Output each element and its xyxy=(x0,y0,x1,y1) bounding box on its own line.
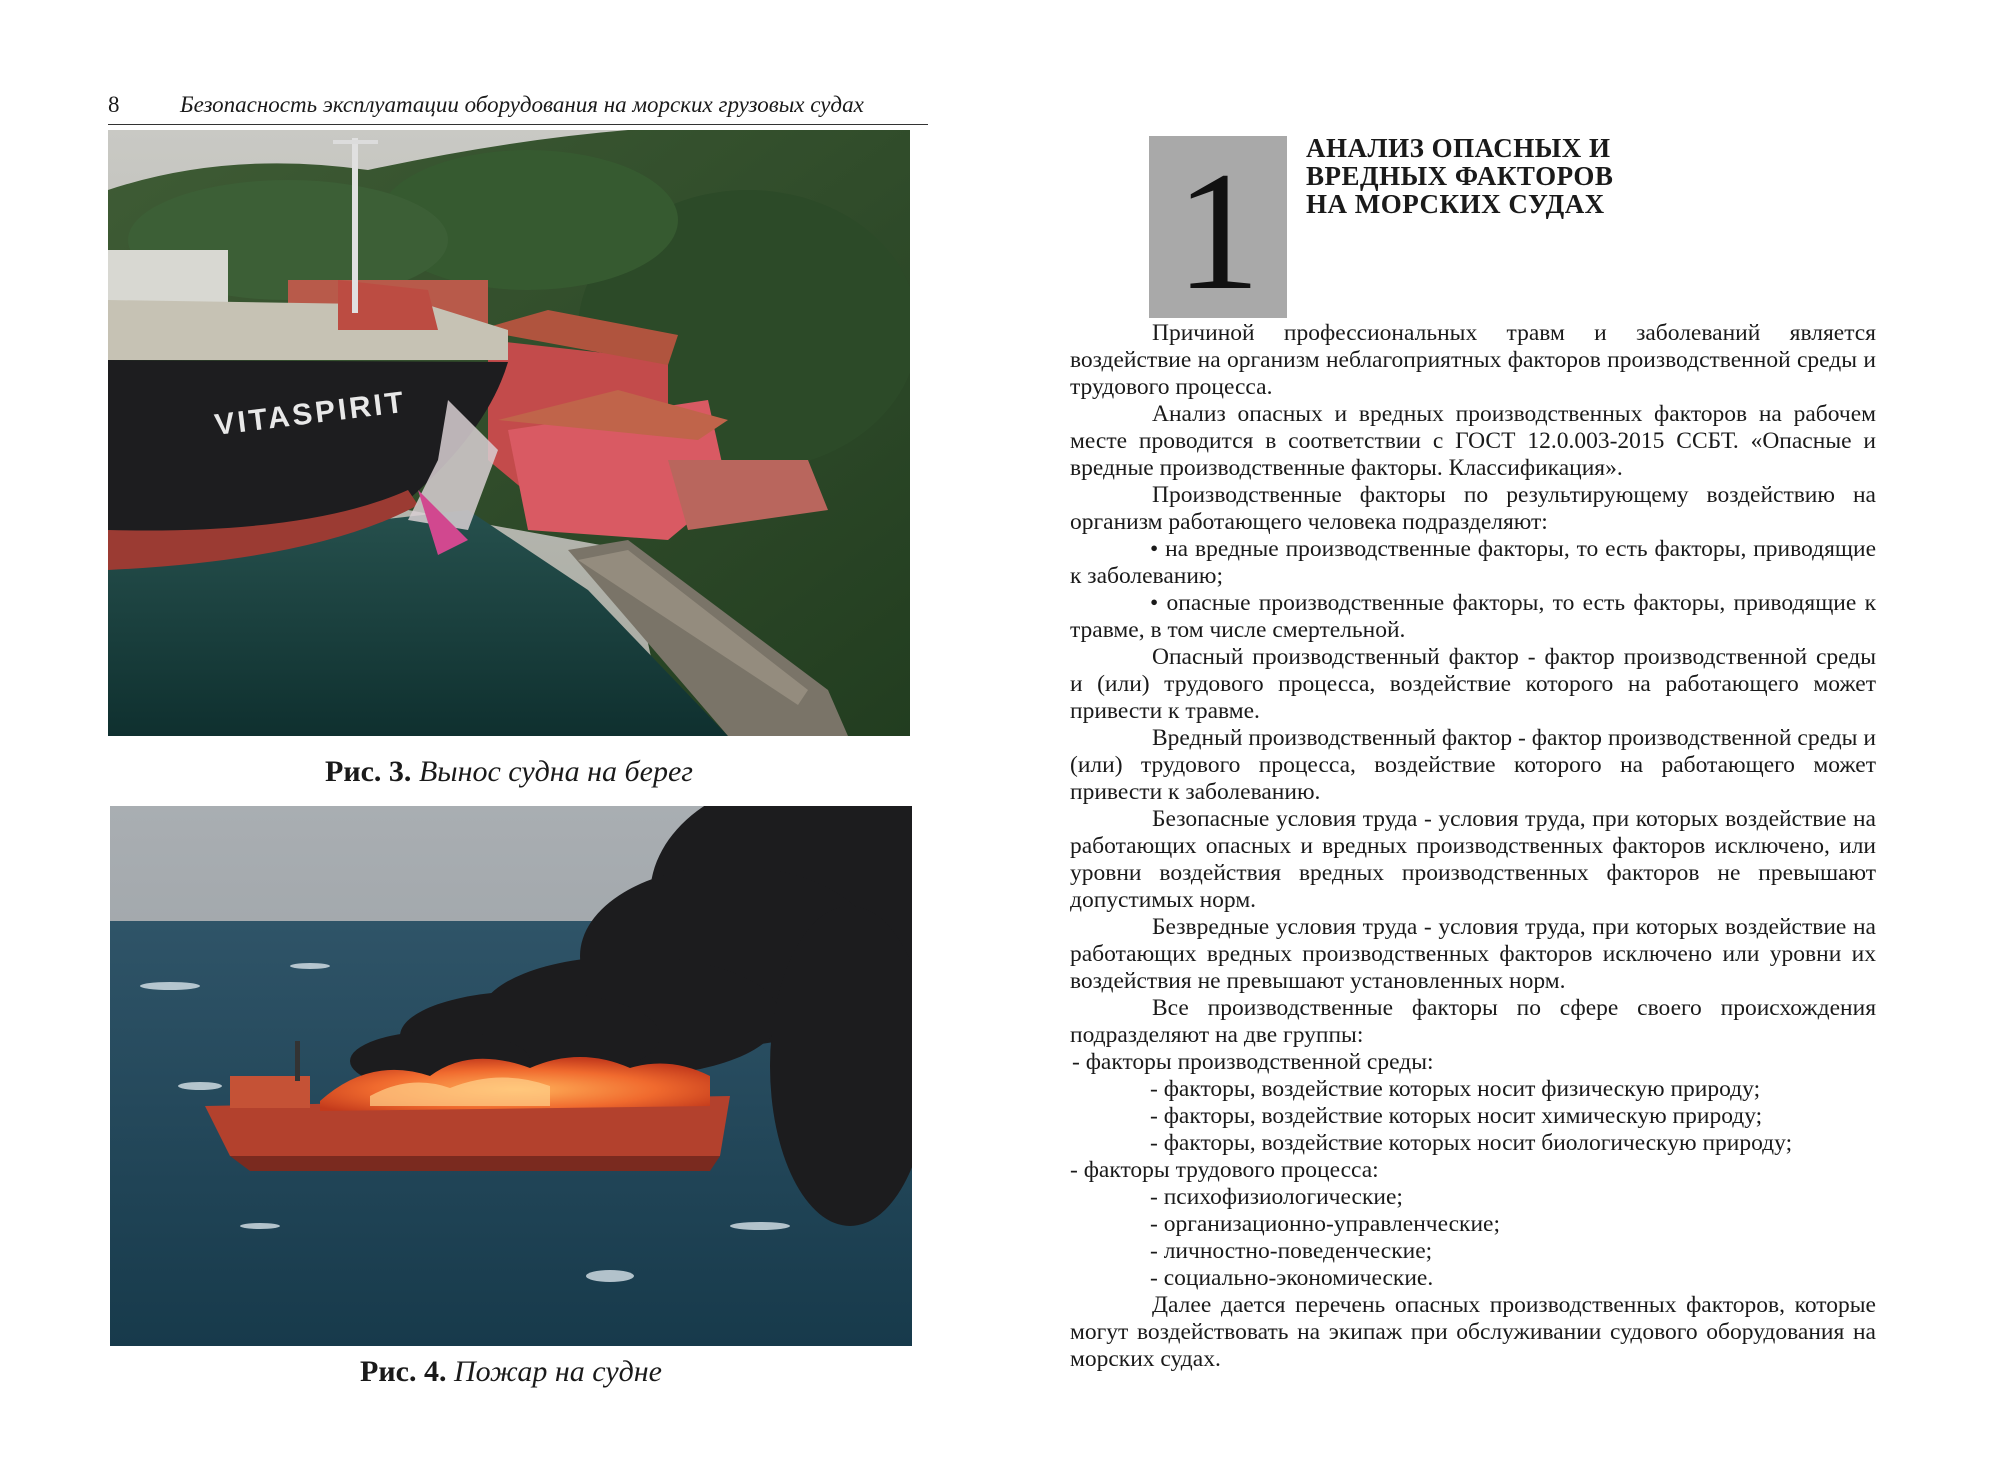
figure-4-label: Рис. 4. xyxy=(360,1355,447,1388)
group-heading: - факторы производственной среды: xyxy=(1072,1049,1434,1075)
figure-4-photo xyxy=(110,806,912,1346)
figure-4-caption xyxy=(110,1354,912,1390)
list-item: - социально-экономические. xyxy=(1150,1265,1434,1291)
figure-3-caption xyxy=(108,754,910,790)
chapter-title-line: АНАЛИЗ ОПАСНЫХ И xyxy=(1306,133,1611,163)
paragraph: Все производственные факторы по сфере своего происхождения подразделяют на две группы: xyxy=(1070,995,1876,1048)
figure-3-label: Рис. 3. xyxy=(325,755,412,788)
figure-3-caption-text: Вынос судна на берег xyxy=(418,755,693,788)
chapter-title xyxy=(1306,134,1726,218)
chapter-title-line: ВРЕДНЫХ ФАКТОРОВ xyxy=(1306,161,1614,191)
chapter-number-box xyxy=(1149,136,1287,325)
chapter-number: 1 xyxy=(1175,137,1261,325)
paragraph: Причиной профессиональных травм и заболеваний является воздействие на организм неблагоприятных факторов производственной среды и трудового процесса. xyxy=(1070,320,1876,400)
group-heading: - факторы трудового процесса: xyxy=(1070,1157,1379,1183)
list-item: - личностно-поведенческие; xyxy=(1150,1238,1433,1264)
ship-name-text: VITASPIRIT xyxy=(212,385,409,442)
paragraph: Производственные факторы по результирующему воздействию на организм работающего человека подразделяют: xyxy=(1070,482,1876,535)
list-item: - психофизиологические; xyxy=(1150,1184,1403,1210)
paragraph: Опасный производственный фактор - фактор производственной среды и (или) трудового процесса, воздействие которого на работающего может привести к травме. xyxy=(1070,644,1876,724)
list-item: - факторы, воздействие которых носит биологическую природу; xyxy=(1150,1130,1793,1156)
list-item: - факторы, воздействие которых носит физическую природу; xyxy=(1150,1076,1761,1102)
list-item: - факторы, воздействие которых носит химическую природу; xyxy=(1150,1103,1763,1129)
paragraph: Безвредные условия труда - условия труда, при которых воздействие на работающих вредных производственных факторов исключено или уровни их воздействия не превышают установленных норм. xyxy=(1070,914,1876,994)
page-number: 8 xyxy=(108,92,120,117)
bullet-item: • на вредные производственные факторы, то есть факторы, приводящие к заболеванию; xyxy=(1070,536,1876,589)
running-head xyxy=(108,88,928,125)
running-head-title: Безопасность эксплуатации оборудования на морских грузовых судах xyxy=(180,92,864,117)
list-item: - организационно-управленческие; xyxy=(1150,1211,1501,1237)
paragraph: Безопасные условия труда - условия труда, при которых воздействие на работающих опасных и вредных производственных факторов исключено, или уровни воздействия вредных производственных факторов не превышают допустимых норм. xyxy=(1070,806,1876,913)
paragraph: Далее дается перечень опасных производственных факторов, которые могут воздействовать на экипаж при обслуживании судового оборудования на морских судах. xyxy=(1070,1292,1876,1372)
paragraph: Вредный производственный фактор - фактор производственной среды и (или) трудового процесса, воздействие которого на работающего может привести к заболеванию. xyxy=(1070,725,1876,805)
paragraph: Анализ опасных и вредных производственных факторов на рабочем месте проводится в соответствии с ГОСТ 12.0.003-2015 ССБТ. «Опасные и вредные производственные факторы. Классификация». xyxy=(1070,401,1876,481)
right-page xyxy=(1000,0,2000,1468)
figure-3-photo xyxy=(108,130,910,736)
chapter-body xyxy=(1070,320,1876,1373)
chapter-title-line: НА МОРСКИХ СУДАХ xyxy=(1306,189,1605,219)
figure-4-caption-text: Пожар на судне xyxy=(453,1355,662,1388)
bullet-item: • опасные производственные факторы, то есть факторы, приводящие к травме, в том числе смертельной. xyxy=(1070,590,1876,643)
